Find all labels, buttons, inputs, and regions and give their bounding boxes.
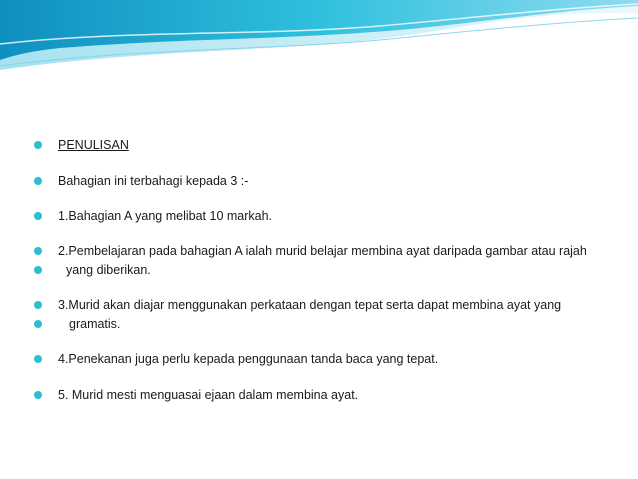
bullet-text: 3.Murid akan diajar menggunakan perkataan dengan tepat serta dapat membina ayat yang: [58, 298, 562, 312]
bullet-icon: [34, 141, 42, 149]
bullet-item: [34, 386, 624, 404]
bullet-text: 5. Murid mesti menguasai ejaan dalam membina ayat.: [58, 388, 359, 402]
bullet-icon: [34, 247, 42, 255]
bullet-text: 1.Bahagian A yang melibat 10 markah.: [58, 209, 273, 223]
bullet-text: PENULISAN: [58, 138, 129, 152]
bullet-item: [34, 296, 624, 314]
bullet-icon: [34, 177, 42, 185]
bullet-text: gramatis.: [69, 317, 121, 331]
bullet-icon: [34, 301, 42, 309]
bullet-text: 2.Pembelajaran pada bahagian A ialah murid belajar membina ayat daripada gambar atau rajah: [58, 244, 587, 258]
bullet-text: Bahagian ini terbahagi kepada 3 :-: [58, 174, 249, 188]
header-wave-decoration: [0, 0, 638, 80]
bullet-icon: [34, 320, 42, 328]
bullet-text: yang diberikan.: [66, 263, 151, 277]
bullet-icon: [34, 391, 42, 399]
bullet-item: [34, 315, 624, 333]
bullet-item: [34, 242, 624, 260]
bullet-icon: [34, 212, 42, 220]
bullet-text: 4.Penekanan juga perlu kepada penggunaan tanda baca yang tepat.: [58, 352, 439, 366]
bullet-item: [34, 261, 624, 279]
bullet-icon: [34, 355, 42, 363]
bullet-item: [34, 136, 624, 154]
bullet-icon: [34, 266, 42, 274]
bullet-item: [34, 172, 624, 190]
bullet-item: [34, 207, 624, 225]
bullet-item: [34, 350, 624, 368]
